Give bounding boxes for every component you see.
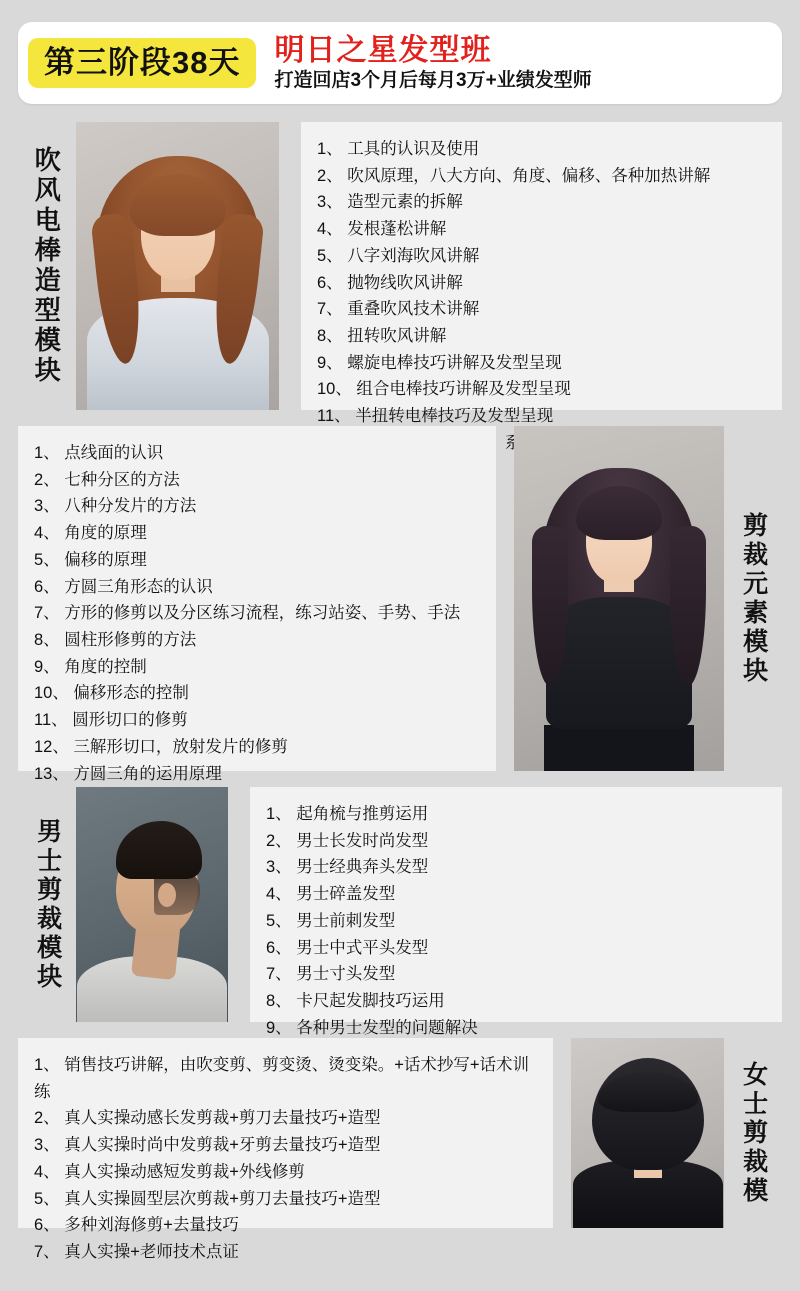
curriculum-list-mens-cutting <box>250 787 782 1037</box>
list-item: 4、 角度的原理 <box>34 524 147 543</box>
page-subtitle: 打造回店3个月后每月3万+业绩发型师 <box>274 70 592 92</box>
list-item: 3、 八种分发片的方法 <box>34 497 197 516</box>
list-item: 10、 组合电棒技巧讲解及发型呈现 <box>317 380 571 399</box>
list-item: 11、 圆形切口的修剪 <box>34 711 188 730</box>
photo-short-black-bob-woman <box>571 1038 724 1228</box>
list-item: 7、 真人实操+老师技术点证 <box>34 1243 239 1262</box>
list-item: 11、 半扭转电棒技巧及发型呈现 <box>317 407 554 426</box>
section-label-blowdry: 吹风电棒造型模块 <box>31 146 62 386</box>
list-item: 4、 男士碎盖发型 <box>266 885 396 904</box>
list-item: 2、 七种分区的方法 <box>34 470 180 489</box>
list-item: 10、 偏移形态的控制 <box>34 684 189 703</box>
list-item: 4、 真人实操动感短发剪裁+外线修剪 <box>34 1162 305 1181</box>
list-item: 3、 造型元素的拆解 <box>317 193 463 212</box>
curriculum-list-blowdry <box>301 122 782 426</box>
section-womens-cutting <box>18 1038 782 1262</box>
list-item: 7、 方形的修剪以及分区练习流程，练习站姿、手势、手法 <box>34 604 461 623</box>
list-item: 5、 真人实操圆型层次剪裁+剪刀去量技巧+造型 <box>34 1189 381 1208</box>
list-item: 5、 八字刘海吹风讲解 <box>317 246 480 265</box>
section-mens-cutting <box>18 787 782 1037</box>
list-item: 6、 男士中式平头发型 <box>266 938 429 957</box>
photo-men-side-profile-fade <box>76 787 228 1022</box>
list-item: 7、 男士寸头发型 <box>266 965 396 984</box>
list-item: 1、 销售技巧讲解，由吹变剪、剪变烫、烫变染。+话术抄写+话术训练 <box>34 1056 530 1101</box>
list-item: 1、 起角梳与推剪运用 <box>266 805 429 823</box>
curriculum-list-cutting-elements <box>18 426 496 783</box>
list-item: 4、 发根蓬松讲解 <box>317 220 447 239</box>
photo-dark-layered-hair-woman <box>514 426 724 771</box>
list-item: 2、 吹风原理，八大方向、角度、偏移、各种加热讲解 <box>317 166 711 185</box>
list-item: 6、 方圆三角形态的认识 <box>34 577 213 596</box>
list-item: 3、 真人实操时尚中发剪裁+牙剪去量技巧+造型 <box>34 1136 381 1155</box>
list-item: 12、 三解形切口，放射发片的修剪 <box>34 737 288 756</box>
section-label-cutting-elements: 剪裁元素模块 <box>739 511 768 686</box>
page-title: 明日之星发型班 <box>274 33 492 67</box>
photo-long-wavy-hair-woman <box>76 122 279 410</box>
list-item: 9、 各种男士发型的问题解决 <box>266 1018 478 1037</box>
list-item: 2、 男士长发时尚发型 <box>266 831 429 850</box>
section-label-womens-cutting: 女士剪裁模 <box>739 1060 768 1206</box>
list-item: 1、 点线面的认识 <box>34 444 164 462</box>
header-title-group <box>274 34 591 92</box>
page-header <box>18 22 782 104</box>
list-item: 6、 多种刘海修剪+去量技巧 <box>34 1216 239 1235</box>
list-item: 8、 卡尺起发脚技巧运用 <box>266 992 445 1011</box>
list-item: 5、 偏移的原理 <box>34 550 147 569</box>
section-label-mens-cutting: 男士剪裁模块 <box>33 817 62 992</box>
list-item: 13、 方圆三角的运用原理 <box>34 764 222 783</box>
list-item: 5、 男士前刺发型 <box>266 911 396 930</box>
list-item: 6、 抛物线吹风讲解 <box>317 273 463 292</box>
list-item: 7、 重叠吹风技术讲解 <box>317 300 480 319</box>
section-blowdry-styling <box>18 122 782 426</box>
list-item: 1、 工具的认识及使用 <box>317 140 480 158</box>
list-item: 9、 角度的控制 <box>34 657 147 676</box>
list-item: 8、 扭转吹风讲解 <box>317 327 447 346</box>
list-item: 9、 螺旋电棒技巧讲解及发型呈现 <box>317 353 562 372</box>
stage-badge: 第三阶段38天 <box>28 38 256 89</box>
list-item: 3、 男士经典奔头发型 <box>266 858 429 877</box>
list-item: 2、 真人实操动感长发剪裁+剪刀去量技巧+造型 <box>34 1109 381 1128</box>
curriculum-list-womens-cutting <box>18 1038 553 1262</box>
list-item: 8、 圆柱形修剪的方法 <box>34 631 197 650</box>
section-cutting-elements <box>18 426 782 783</box>
